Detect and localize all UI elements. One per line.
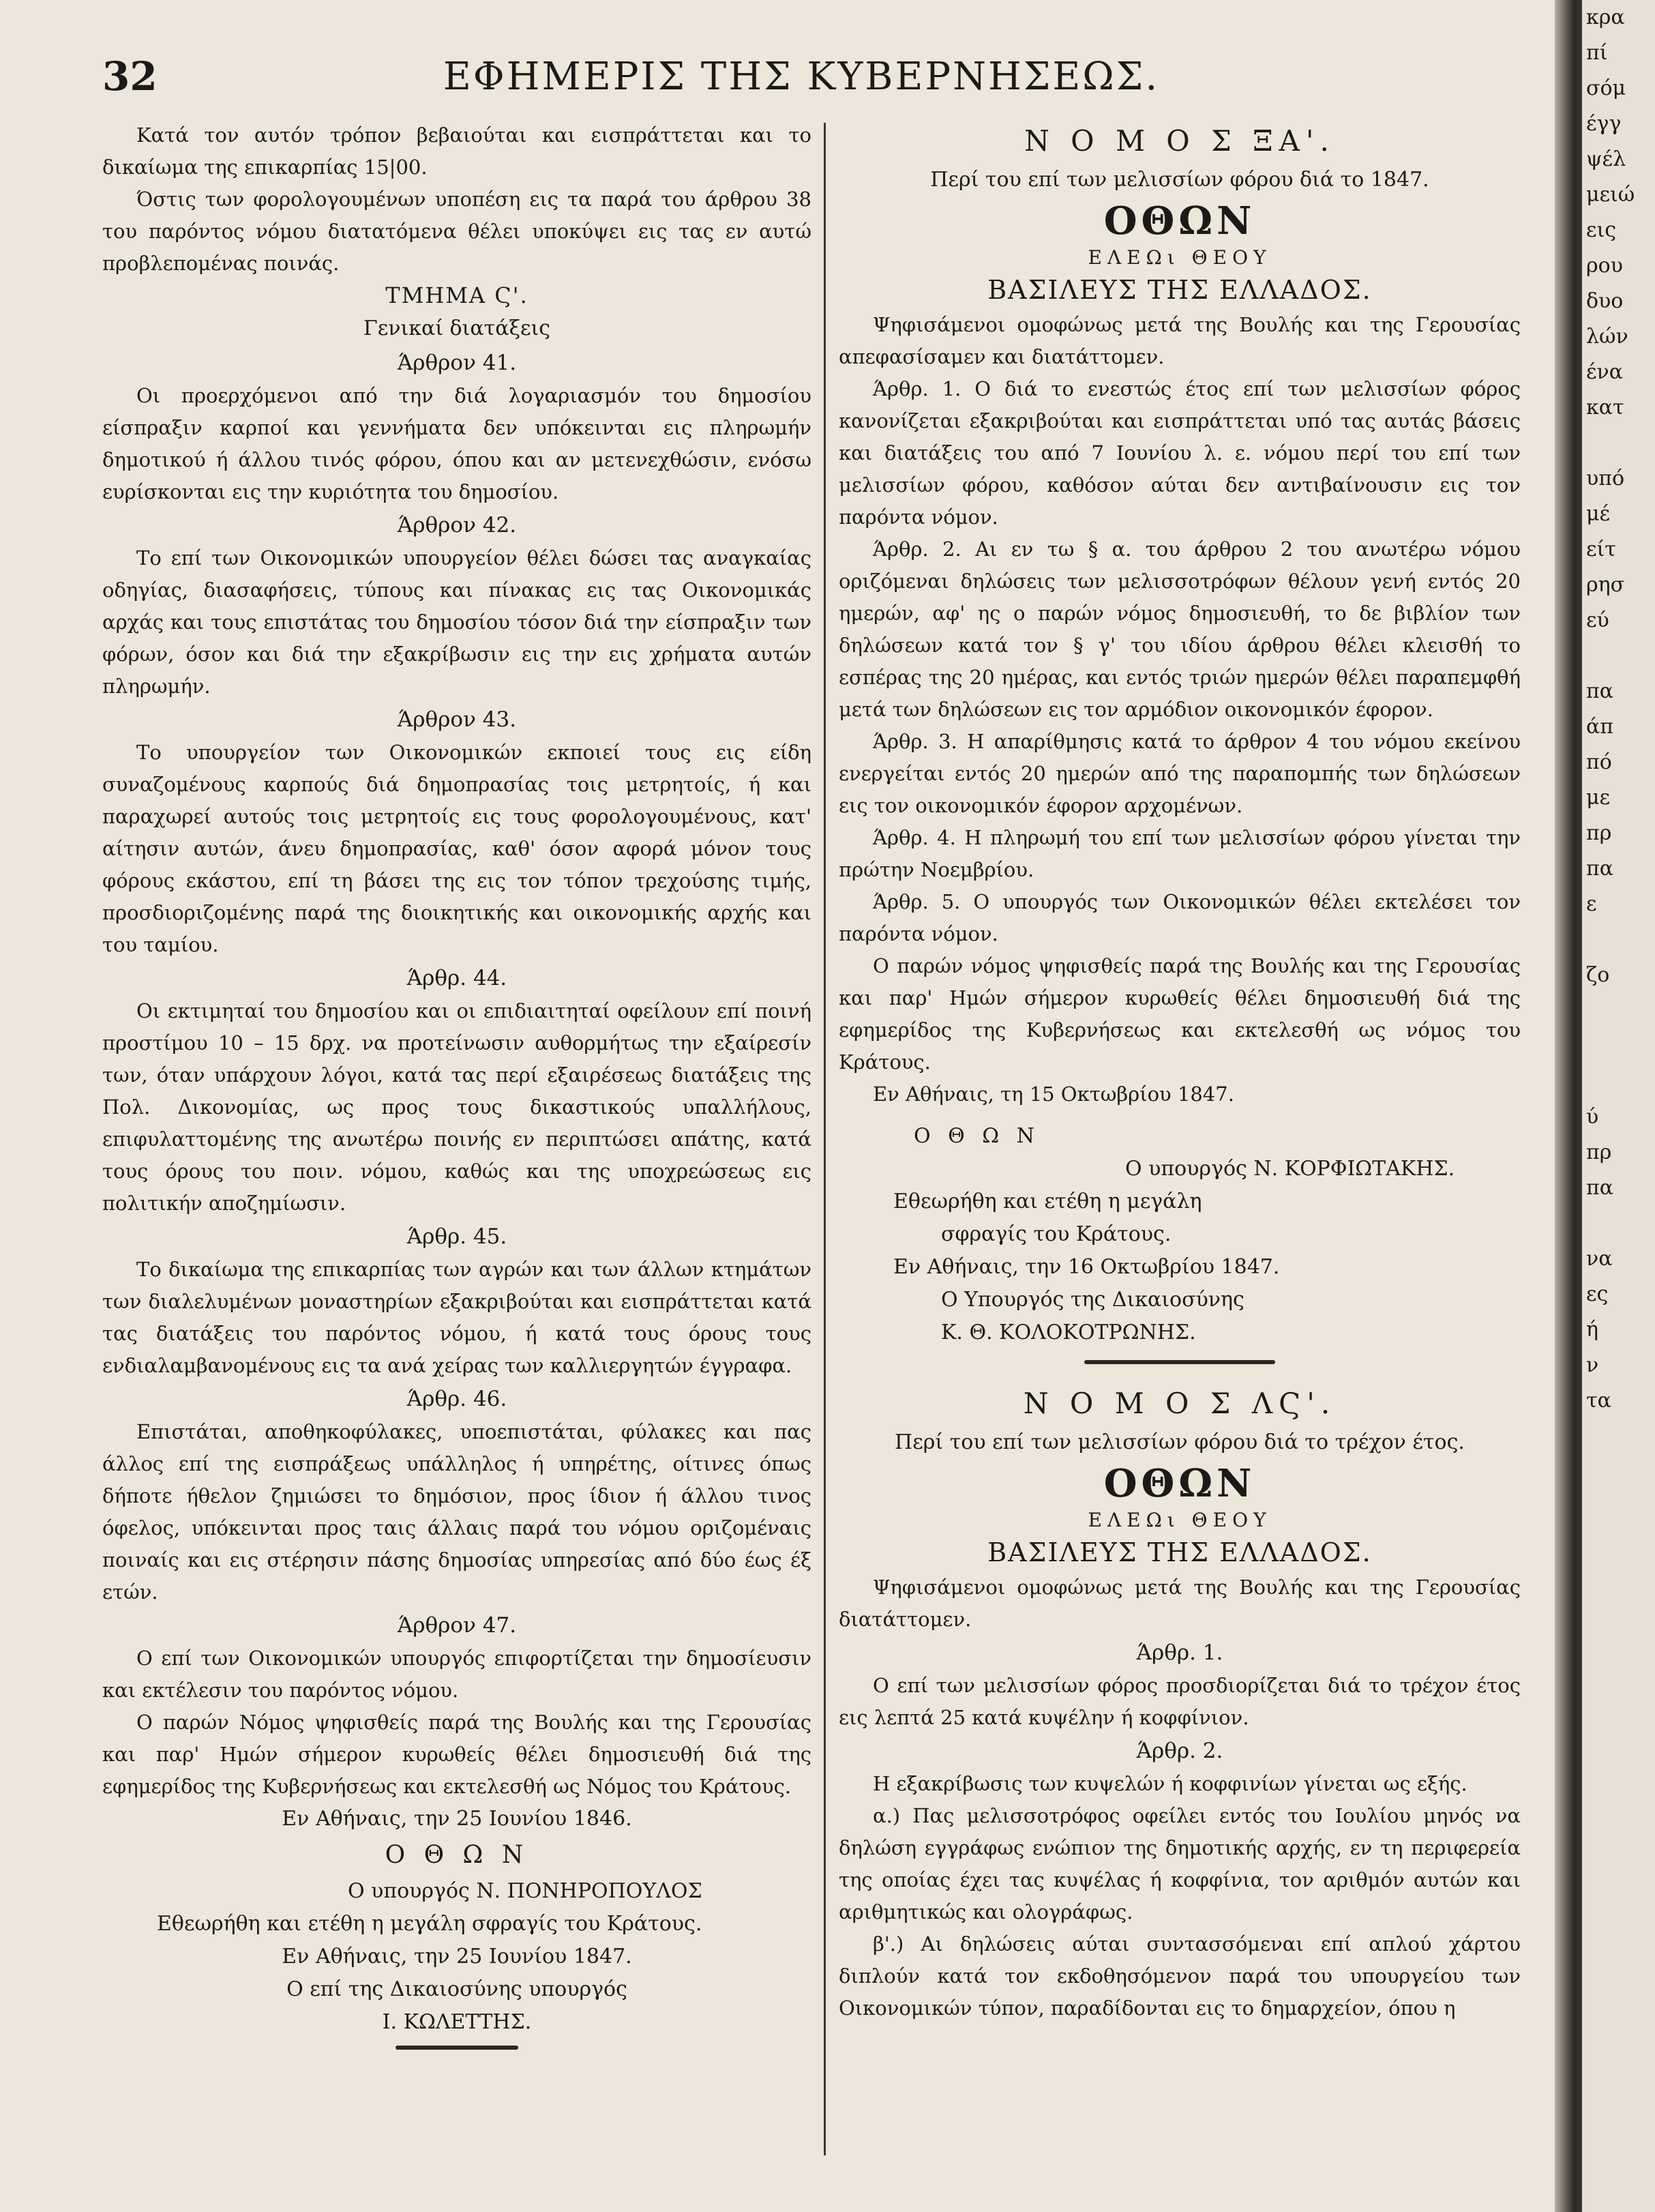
king-name: ΟΘΩΝ: [1103, 1461, 1256, 1506]
justice-minister-name: Κ. Θ. ΚΟΛΟΚΟΤΡΩΝΗΣ.: [941, 1321, 1196, 1344]
separator-rule: [1084, 1360, 1275, 1364]
page-number: 32: [102, 53, 158, 100]
margin-fragment: πί: [1586, 41, 1608, 65]
margin-fragment: σόμ: [1586, 76, 1626, 100]
margin-fragment: [1582, 1206, 1655, 1241]
margin-fragment: ψέλ: [1586, 147, 1626, 171]
margin-fragment: δυο: [1586, 289, 1624, 313]
end-rule: [396, 2046, 518, 2050]
article-heading: Άρθρ. 44.: [406, 966, 507, 990]
paragraph: Οι προερχόμενοι από την διά λογαριασμόν του δημοσίου είσπραξιν καρποί και γεννήματα δεν υπόκεινται εις πληρωμήν δημοτικού ή άλλου τινός φόρου, όπου και αν μετενεχθώσιν, ενόσω ευρίσκονται εις την κυριότητα του δημοσίου.: [102, 384, 811, 503]
paragraph: Το επί των Οικονομικών υπουργείον θέλει δώσει τας αναγκαίας οδηγίας, διασαφήσεις, τύπους και πίνακας εις τας Οικονομικάς αρχάς και τους επιστάτας του δημοσίου τόσον διά την είσπραξιν των φόρων, όσον και διά την εξακρίβωσιν εις την εις χρήματα αυτών πληρωμήν.: [102, 546, 811, 698]
seal-note: Εθεωρήθη και ετέθη η μεγάλη: [893, 1190, 1202, 1213]
paragraph: Ο επί των Οικονομικών υπουργός επιφορτίζεται την δημοσίευσιν και εκτέλεσιν του παρόντος νόμου.: [102, 1647, 811, 1702]
article-heading: Άρθρον 47.: [397, 1613, 517, 1638]
king-signature: Ο Θ Ω Ν: [385, 1841, 529, 1869]
paragraph: Το υπουργείον των Οικονομικών εκποιεί τους εις είδη συναζομένους καρπούς διά δημοπρασίας τοις μετρητοίς, ή και παραχωρεί αυτούς τοις μετρητοίς εις τους φορολογουμένους, κατ' αίτησιν αυτών, άνευ δημοπρασίας, καθ' όσον αφορά μόνον τους φόρους εκάστου, επί τη βάσει της εις τον τόπον τρεχούσης τιμής, προσδιοριζομένης παρά της διοικητικής και οικονομικής αρχής και του ταμίου.: [102, 741, 811, 956]
justice-minister-name: Ι. ΚΩΛΕΤΤΗΣ.: [382, 2010, 532, 2034]
king-signature: Ο Θ Ω Ν: [914, 1124, 1040, 1148]
law-title: Ν Ο Μ Ο Σ ΞΑ'.: [1024, 124, 1335, 158]
margin-fragment: με: [1586, 786, 1611, 810]
justice-minister-title: Ο επί της Δικαιοσύνης υπουργός: [286, 1977, 627, 2001]
margin-fragment: κατ: [1586, 396, 1624, 419]
margin-fragment: πα: [1586, 1176, 1613, 1200]
king-of-greece: ΒΑΣΙΛΕΥΣ ΤΗΣ ΕΛΛΑΔΟΣ.: [987, 275, 1372, 305]
margin-fragment: [1582, 426, 1655, 461]
margin-fragment: έγγ: [1586, 112, 1622, 136]
minister-signature: Ο υπουργός Ν. ΠΟΝΗΡΟΠΟΥΛΟΣ: [348, 1879, 702, 1903]
paragraph: Άρθρ. 5. Ο υπουργός των Οικονομικών θέλει εκτελέσει τον παρόντα νόμον.: [839, 890, 1521, 945]
margin-fragment: εις: [1586, 218, 1617, 242]
margin-fragment: μέ: [1586, 502, 1611, 526]
grace-of-god: ΕΛΕΩι ΘΕΟΥ: [1088, 246, 1272, 269]
margin-fragment: μειώ: [1586, 183, 1635, 207]
paragraph: Οι εκτιμηταί του δημοσίου και οι επιδιαιτηταί οφείλουν επί ποινή προστίμου 10 – 15 δρχ. να προτείνωσιν αυθορμήτως την εξαίρεσίν των, όταν υπάρχουν λόγοι, κατά τας περί εξαιρέσεως διατάξεις της Πολ. Δικονομίας, ως προς τους δικαστικούς υπαλλήλους, επιφυλαττομένης της ανωτέρω ποινής εν περιπτώσει απάτης, κατά τους όρους του ποιν. νόμου, καθώς και της υποχρεώσεως εις πολιτικήν αποζημίωσιν.: [102, 999, 811, 1215]
right-column: [839, 119, 1521, 2125]
left-column: [102, 119, 811, 2125]
date-line: Εν Αθήναις, τη 15 Οκτωβρίου 1847.: [873, 1082, 1234, 1106]
margin-fragment: είτ: [1586, 537, 1616, 561]
margin-fragment: ύ: [1586, 1105, 1599, 1129]
date-line: Εν Αθήναις, την 16 Οκτωβρίου 1847.: [893, 1255, 1280, 1279]
paragraph: Άρθρ. 2. Αι εν τω § α. του άρθρου 2 του ανωτέρω νόμου οριζόμεναι δηλώσεις των μελισσοτρόφων θέλουν γενή εντός 20 ημερών, αφ' ης ο παρών νόμος δημοσιευθή, το δε βιβλίον των δηλώσεων κατά τον § γ' του ιδίου άρθρου θέλει κλεισθή το εσπέρας της 20 ημέρας, και εντός τριών ημερών θέλει παραπεμφθή μετά των δηλώσεων εις τον αρμόδιον οικονομικόν έφορον.: [839, 537, 1521, 721]
article-heading: Άρθρ. 46.: [406, 1387, 507, 1411]
article-heading: Άρθρ. 45.: [406, 1224, 507, 1249]
page-header: [102, 48, 1500, 109]
margin-fragment: να: [1586, 1247, 1613, 1271]
adjacent-page-fragment: [1582, 0, 1655, 2212]
law-subtitle: Περί του επί των μελισσίων φόρου διά το τρέχον έτος.: [895, 1430, 1465, 1454]
law-title: Ν Ο Μ Ο Σ ΛϚ'.: [1023, 1387, 1337, 1420]
minister-signature: Ο υπουργός Ν. ΚΟΡΦΙΩΤΑΚΗΣ.: [1125, 1157, 1455, 1181]
margin-fragment: άπ: [1586, 715, 1613, 739]
section-subheading: Γενικαί διατάξεις: [363, 316, 551, 340]
paragraph: Ψηφισάμενοι ομοφώνως μετά της Βουλής και της Γερουσίας απεφασίσαμεν και διατάττομεν.: [839, 313, 1521, 368]
margin-fragment: [1582, 1064, 1655, 1100]
margin-fragment: ε: [1586, 892, 1597, 916]
margin-fragment: [1582, 922, 1655, 958]
justice-minister-title: Ο Υπουργός της Δικαιοσύνης: [941, 1288, 1244, 1312]
section-heading: ΤΜΗΜΑ Ϛ'.: [385, 282, 528, 308]
margin-fragment: εύ: [1586, 608, 1609, 632]
paragraph: Επιστάται, αποθηκοφύλακες, υποεπιστάται, φύλακες και πας άλλος επί της εισπράξεως υπάλληλος ή υπηρέτης, οίτινες όπως δήποτε ήθελον ζημιώσει το δημόσιον, προς ίδιον ή άλλου τινος όφελος, υπόκεινται προς ταις άλλαις παρά του νόμου οριζομέναις ποιναίς και εις στέρησιν πάσης δημοσίας υπηρεσίας από δύο έως έξ ετών.: [102, 1420, 811, 1604]
paragraph: Άρθρ. 1. Ο διά το ενεστώς έτος επί των μελισσίων φόρος κανονίζεται εξακριβούται και εισπράττεται υπό τας αυτάς βάσεις και διατάξεις του από 7 Ιουνίου λ. ε. νόμου περί του επί των μελισσίων φόρου, καθόσον αύται δεν αντιβαίνουσιν εις τον παρόντα νόμον.: [839, 377, 1521, 529]
law-subtitle: Περί του επί των μελισσίων φόρου διά το 1847.: [930, 168, 1429, 192]
date-line: Εν Αθήναις, την 25 Ιουνίου 1846.: [282, 1807, 632, 1831]
margin-fragment: [1582, 638, 1655, 674]
date-line: Εν Αθήναις, την 25 Ιουνίου 1847.: [282, 1945, 632, 1968]
paragraph: Η εξακρίβωσις των κυψελών ή κοφφινίων γίνεται ως εξής.: [873, 1772, 1467, 1795]
paragraph: α.) Πας μελισσοτρόφος οφείλει εντός του Ιουλίου μηνός να δηλώση εγγράφως ενώπιον της δημοτικής αρχής, εν τη περιφερεία της οποίας έχει τας κυψέλας ή κοφφίνια, τον αριθμόν αυτών και αριθμητικώς και ολογράφως.: [839, 1804, 1521, 1923]
paragraph: Ψηφισάμενοι ομοφώνως μετά της Βουλής και της Γερουσίας διατάττομεν.: [839, 1576, 1521, 1631]
margin-fragment: ρου: [1586, 254, 1623, 278]
margin-fragment: ένα: [1586, 360, 1624, 384]
margin-fragment: πό: [1586, 750, 1612, 774]
paragraph: Άρθρ. 4. Η πληρωμή του επί των μελισσίων φόρου γίνεται την πρώτην Νοεμβρίου.: [839, 826, 1521, 881]
article-heading: Άρθρ. 2.: [1136, 1739, 1223, 1763]
closing-paragraph: Ο παρών νόμος ψηφισθείς παρά της Βουλής και της Γερουσίας και παρ' Ημών σήμερον κυρωθείς θέλει δημοσιευθή διά της εφημερίδος της Κυβερνήσεως και εκτελεσθή ως νόμος του Κράτους.: [839, 954, 1521, 1074]
margin-fragment: λών: [1586, 325, 1628, 349]
margin-fragment: τα: [1586, 1389, 1611, 1413]
paragraph: β'.) Αι δηλώσεις αύται συντασσόμεναι επί απλού χάρτου διπλούν κατά τον εκδοθησόμενον παρά του υπουργείου των Οικονομικών τύπον, παραδίδονται εις το δημαρχείον, όπου η: [839, 1932, 1521, 2020]
paragraph: Κατά τον αυτόν τρόπον βεβαιούται και εισπράττεται και το δικαίωμα της επικαρπίας 15|00.: [102, 123, 811, 179]
article-heading: Άρθρον 43.: [397, 707, 517, 732]
column-divider: [824, 123, 826, 2155]
article-heading: Άρθρον 41.: [397, 351, 517, 375]
book-spine: [1555, 0, 1582, 2212]
paragraph: Ο επί των μελισσίων φόρος προσδιορίζεται διά το τρέχον έτος εις λεπτά 25 κατά κυψέλην ή κοφφίνιον.: [839, 1674, 1521, 1729]
margin-fragment: ες: [1586, 1282, 1609, 1306]
margin-fragment: κρα: [1586, 5, 1625, 29]
king-name: ΟΘΩΝ: [1103, 198, 1256, 244]
margin-fragment: [1582, 993, 1655, 1029]
seal-note: σφραγίς του Κράτους.: [941, 1222, 1172, 1246]
seal-note: Εθεωρήθη και ετέθη η μεγάλη σφραγίς του Κράτους.: [157, 1912, 702, 1936]
margin-fragment: πρ: [1586, 821, 1612, 845]
running-title: ΕΦΗΜΕΡΙΣ ΤΗΣ ΚΥΒΕΡΝΗΣΕΩΣ.: [443, 55, 1160, 99]
article-heading: Άρθρ. 1.: [1136, 1640, 1223, 1665]
paragraph: Άρθρ. 3. Η απαρίθμησις κατά το άρθρον 4 του νόμου εκείνου ενεργείται εντός 20 ημερών από της παραπομπής των δηλώσεων εις τον οικονομικόν έφορον αρχομένων.: [839, 730, 1521, 817]
closing-paragraph: Ο παρών Νόμος ψηφισθείς παρά της Βουλής και της Γερουσίας και παρ' Ημών σήμερον κυρωθείς θέλει δημοσιευθή διά της εφημερίδος της Κυβερνήσεως και εκτελεσθή ως Νόμος του Κράτους.: [102, 1711, 811, 1798]
margin-fragment: ζο: [1586, 963, 1610, 987]
king-of-greece: ΒΑΣΙΛΕΥΣ ΤΗΣ ΕΛΛΑΔΟΣ.: [987, 1537, 1372, 1567]
grace-of-god: ΕΛΕΩι ΘΕΟΥ: [1088, 1509, 1272, 1531]
margin-fragment: πα: [1586, 679, 1613, 703]
paragraph: Το δικαίωμα της επικαρπίας των αγρών και των άλλων κτημάτων των διαλελυμένων μοναστηρίων εξακριβούται και εισπράττεται κατά τας διατάξεις του παρόντος νόμου, ή κατά τους όρους τους ενδιαλαμβανομένους εις τα ανά χείρας των καλλιεργητών έγγραφα.: [102, 1258, 811, 1377]
margin-fragment: ρησ: [1586, 573, 1625, 597]
margin-fragment: [1582, 1029, 1655, 1064]
margin-fragment: ή: [1586, 1318, 1598, 1342]
paragraph: Όστις των φορολογουμένων υποπέση εις τα παρά του άρθρου 38 του παρόντος νόμου διατατόμενα θέλει υποκύψει εις τας εν αυτώ προβλεπομένας ποινάς.: [102, 188, 811, 275]
margin-fragment: πα: [1586, 857, 1613, 881]
article-heading: Άρθρον 42.: [397, 513, 517, 537]
margin-fragment: πρ: [1586, 1140, 1612, 1164]
margin-fragment: ν: [1586, 1353, 1599, 1377]
margin-fragment: υπό: [1586, 467, 1625, 490]
